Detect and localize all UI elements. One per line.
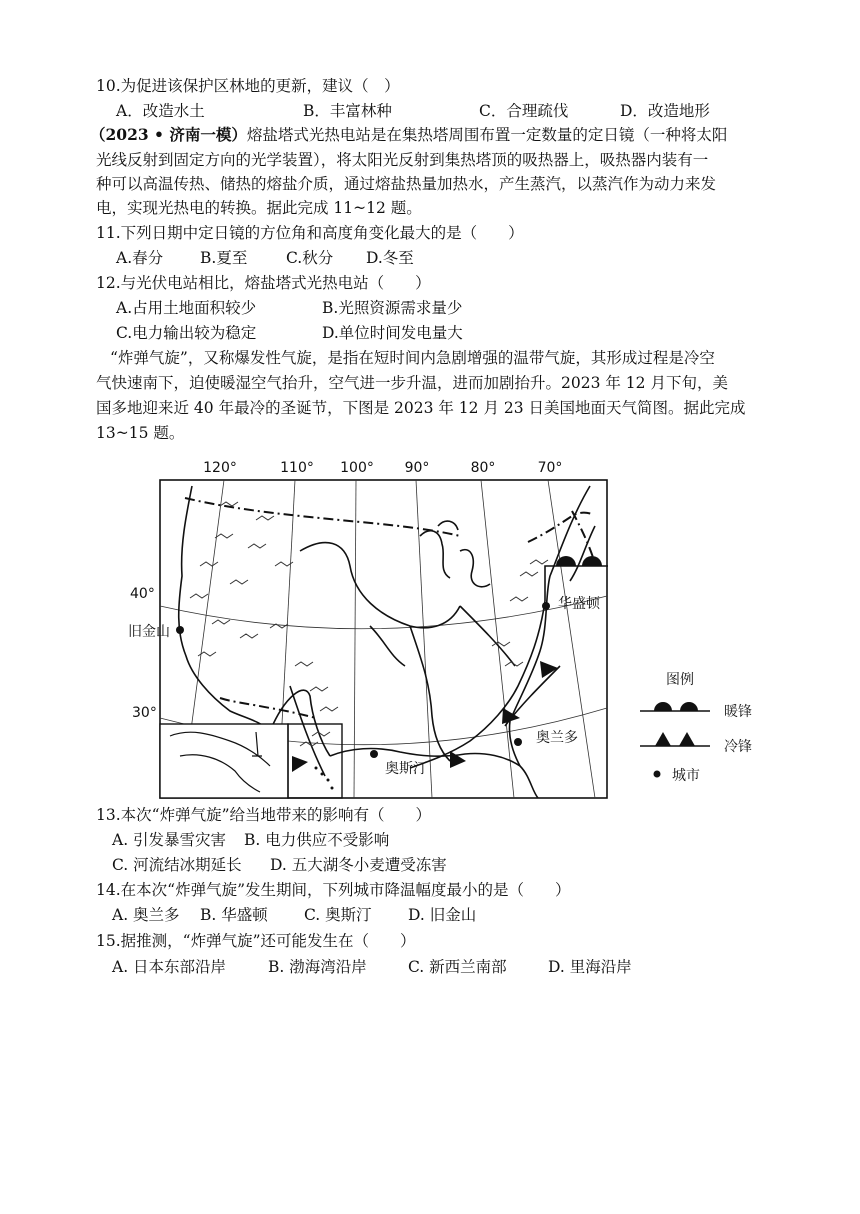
- q10-stem: 10.为促进该保护区林地的更新，建议（ ）: [96, 77, 400, 95]
- q15-stem: 15.据推测，“炸弹气旋”还可能发生在（ ）: [96, 932, 416, 950]
- q15-option-d: D. 里海沿岸: [548, 958, 632, 976]
- lat-label-40: 40°: [130, 586, 155, 602]
- lon-label-80: 80°: [470, 460, 496, 476]
- legend-warm-symbol-2: [680, 702, 698, 711]
- q14-option-a: A. 奥兰多: [112, 906, 180, 924]
- city-label-san-francisco: 旧金山: [128, 624, 170, 640]
- q14-option-d: D. 旧金山: [408, 906, 477, 924]
- legend-warm-symbol-1: [654, 702, 672, 711]
- q15-option-a: A. 日本东部沿岸: [112, 958, 227, 976]
- intro-13-15-line3: 国多地迎来近 40 年最冷的圣诞节，下图是 2023 年 12 月 23 日美国地面天气简图。据此完成: [96, 399, 746, 417]
- q13-stem: 13.本次“炸弹气旋”给当地带来的影响有（ ）: [96, 806, 431, 824]
- legend-city-label: 城市: [672, 768, 700, 784]
- map-legend: [640, 672, 752, 784]
- q11-option-a: A.春分: [116, 249, 164, 267]
- legend-cold-front-label: 冷锋: [724, 739, 752, 755]
- lon-label-90: 90°: [404, 460, 430, 476]
- q14-stem: 14.在本次“炸弹气旋”发生期间，下列城市降温幅度最小的是（ ）: [96, 881, 571, 899]
- q11-option-b: B.夏至: [200, 249, 248, 267]
- legend-title: 图例: [666, 672, 694, 688]
- inset-map-frame: [160, 724, 288, 798]
- q15-option-c: C. 新西兰南部: [408, 958, 507, 976]
- lat-label-30: 30°: [132, 705, 157, 721]
- q12-stem: 12.与光伏电站相比，熔盐塔式光热电站（ ）: [96, 274, 431, 292]
- city-dot-washington: [542, 602, 550, 610]
- legend-warm-front-label: 暖锋: [724, 704, 752, 720]
- city-label-washington: 华盛顿: [558, 596, 600, 612]
- exam-source: （2023 • 济南一模）: [90, 125, 247, 144]
- intro-11-12-line3: 种可以高温传热、储热的熔盐介质，通过熔盐热量加热水，产生蒸汽，以蒸汽作为动力来发: [96, 175, 717, 193]
- q15-option-b: B. 渤海湾沿岸: [268, 958, 367, 976]
- q13-option-b: B. 电力供应不受影响: [244, 831, 390, 849]
- q13-option-c: C. 河流结冰期延长: [112, 856, 242, 874]
- legend-cold-symbol-2: [679, 732, 695, 746]
- q14-option-b: B. 华盛顿: [200, 906, 268, 924]
- intro-11-12-line1: 熔盐塔式光热电站是在集热塔周围布置一定数量的定日镜（一种将太阳: [246, 126, 728, 144]
- city-label-austin: 奥斯汀: [385, 761, 427, 777]
- lon-label-110: 110°: [280, 460, 314, 476]
- legend-cold-symbol-1: [655, 732, 671, 746]
- q10-option-b: B．丰富林种: [303, 102, 392, 120]
- city-label-orlando: 奥兰多: [536, 730, 578, 746]
- lon-label-70: 70°: [537, 460, 563, 476]
- intro-11-12-line4: 电，实现光热电的转换。据此完成 11~12 题。: [96, 199, 422, 217]
- q12-option-c: C.电力输出较为稳定: [116, 324, 257, 342]
- city-dot-austin: [370, 750, 378, 758]
- city-dot-san-francisco: [176, 626, 184, 634]
- city-dot-orlando: [514, 738, 522, 746]
- q11-stem: 11.下列日期中定日镜的方位角和高度角变化最大的是（ ）: [96, 224, 524, 242]
- intro-13-15-line1: “炸弹气旋”，又称爆发性气旋，是指在短时间内急剧增强的温带气旋，其形成过程是冷空: [110, 349, 715, 367]
- us-weather-map: [120, 456, 760, 801]
- q13-option-d: D. 五大湖冬小麦遭受冻害: [270, 856, 447, 874]
- q12-option-b: B.光照资源需求量少: [322, 299, 463, 317]
- intro-11-12-first-line: [90, 123, 727, 147]
- q10-option-c: C．合理疏伐: [479, 102, 569, 120]
- intro-11-12-line2: 光线反射到固定方向的光学装置），将太阳光反射到集热塔顶的吸热器上，吸热器内装有一: [96, 151, 709, 169]
- intro-13-15-line2: 气快速南下，迫使暖湿空气抬升，空气进一步升温，进而加剧抬升。2023 年 12 月下旬，美: [96, 374, 728, 392]
- q10-option-d: D．改造地形: [620, 102, 710, 120]
- q12-option-d: D.单位时间发电量大: [322, 324, 463, 342]
- q14-option-c: C. 奥斯汀: [304, 906, 372, 924]
- q13-option-a: A. 引发暴雪灾害: [112, 831, 227, 849]
- q10-options: [116, 99, 816, 123]
- q11-option-d: D.冬至: [366, 249, 414, 267]
- lon-label-120: 120°: [203, 460, 237, 476]
- intro-13-15-line4: 13~15 题。: [96, 424, 185, 442]
- q10-option-a: A．改造水土: [116, 102, 205, 120]
- legend-city-dot: [654, 771, 661, 778]
- q12-option-a: A.占用土地面积较少: [116, 299, 257, 317]
- lon-label-100: 100°: [340, 460, 374, 476]
- q11-option-c: C.秋分: [286, 249, 334, 267]
